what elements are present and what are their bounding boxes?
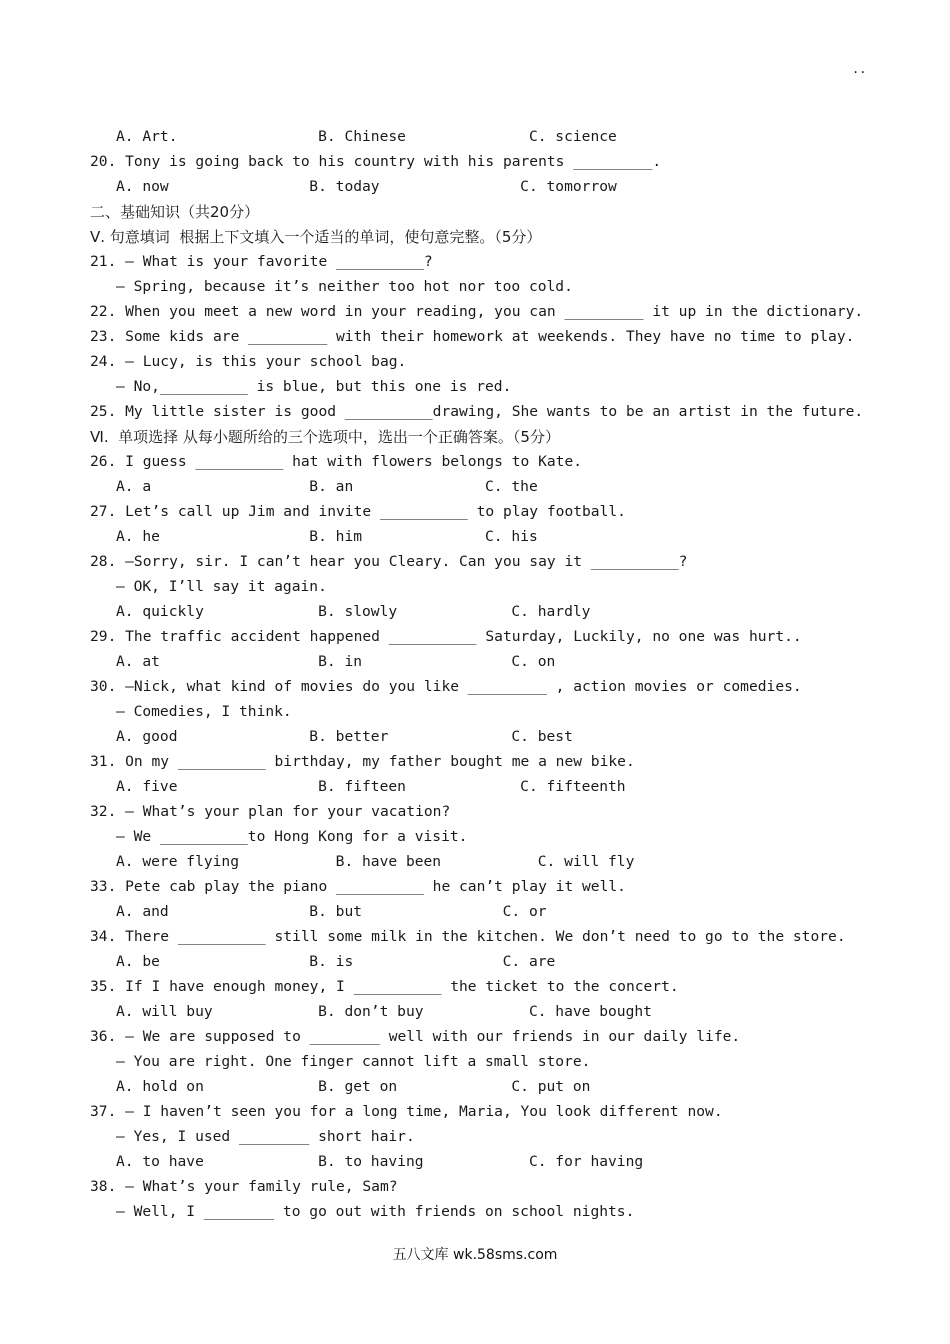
q32-reply: — We __________to Hong Kong for a visit. [116, 828, 468, 845]
q19-options: A. Art. B. Chinese C. science [116, 128, 617, 145]
q24-stem: 24. — Lucy, is this your school bag. [90, 353, 407, 370]
section-heading-fill-words: Ⅴ. 句意填词 根据上下文填入一个适当的单词，使句意完整。（5分） [90, 228, 542, 246]
q36-options: A. hold on B. get on C. put on [116, 1078, 591, 1095]
q29-options: A. at B. in C. on [116, 653, 556, 670]
q34-options: A. be B. is C. are [116, 953, 556, 970]
q37-stem: 37. — I haven’t seen you for a long time, Maria, You look different now. [90, 1103, 723, 1120]
q37-options: A. to have B. to having C. for having [116, 1153, 644, 1170]
q21-reply: — Spring, because it’s neither too hot nor too cold. [116, 278, 573, 295]
q26-options: A. a B. an C. the [116, 478, 538, 495]
corner-mark: .. [852, 62, 867, 76]
q22-stem: 22. When you meet a new word in your reading, you can _________ it up in the dictionary. [90, 303, 864, 320]
q27-stem: 27. Let’s call up Jim and invite __________ to play football. [90, 503, 626, 520]
q28-reply: — OK, I’ll say it again. [116, 578, 327, 595]
section-heading-multiple-choice: Ⅵ. 单项选择 从每小题所给的三个选项中，选出一个正确答案。（5分） [90, 428, 560, 446]
q38-reply: — Well, I ________ to go out with friends on school nights. [116, 1203, 635, 1220]
q29-stem: 29. The traffic accident happened __________ Saturday, Luckily, no one was hurt.. [90, 628, 802, 645]
q38-stem: 38. — What’s your family rule, Sam? [90, 1178, 398, 1195]
q28-options: A. quickly B. slowly C. hardly [116, 603, 591, 620]
q35-stem: 35. If I have enough money, I __________ the ticket to the concert. [90, 978, 679, 995]
q28-stem: 28. —Sorry, sir. I can’t hear you Cleary. Can you say it __________? [90, 553, 688, 570]
section-heading-basics: 二、基础知识（共20分） [90, 203, 260, 221]
q30-stem: 30. —Nick, what kind of movies do you like _________ , action movies or comedies. [90, 678, 802, 695]
q30-reply: — Comedies, I think. [116, 703, 292, 720]
q24-reply: — No,__________ is blue, but this one is red. [116, 378, 512, 395]
q23-stem: 23. Some kids are _________ with their homework at weekends. They have no time to play. [90, 328, 855, 345]
q34-stem: 34. There __________ still some milk in the kitchen. We don’t need to go to the store. [90, 928, 846, 945]
q27-options: A. he B. him C. his [116, 528, 538, 545]
q35-options: A. will buy B. don’t buy C. have bought [116, 1003, 652, 1020]
q36-reply: — You are right. One finger cannot lift a small store. [116, 1053, 591, 1070]
q32-stem: 32. — What’s your plan for your vacation? [90, 803, 451, 820]
q20-stem: 20. Tony is going back to his country with his parents _________. [90, 153, 662, 170]
q30-options: A. good B. better C. best [116, 728, 573, 745]
q21-stem: 21. — What is your favorite __________? [90, 253, 433, 270]
q25-stem: 25. My little sister is good __________drawing, She wants to be an artist in the future. [90, 403, 864, 420]
q33-stem: 33. Pete cab play the piano __________ he can’t play it well. [90, 878, 626, 895]
q37-reply: — Yes, I used ________ short hair. [116, 1128, 415, 1145]
q20-options: A. now B. today C. tomorrow [116, 178, 617, 195]
q31-stem: 31. On my __________ birthday, my father bought me a new bike. [90, 753, 635, 770]
footer-watermark: 五八文库 wk.58sms.com [392, 1247, 558, 1263]
q33-options: A. and B. but C. or [116, 903, 547, 920]
q36-stem: 36. — We are supposed to ________ well with our friends in our daily life. [90, 1028, 741, 1045]
q32-options: A. were flying B. have been C. will fly [116, 853, 635, 870]
q26-stem: 26. I guess __________ hat with flowers belongs to Kate. [90, 453, 583, 470]
q31-options: A. five B. fifteen C. fifteenth [116, 778, 626, 795]
